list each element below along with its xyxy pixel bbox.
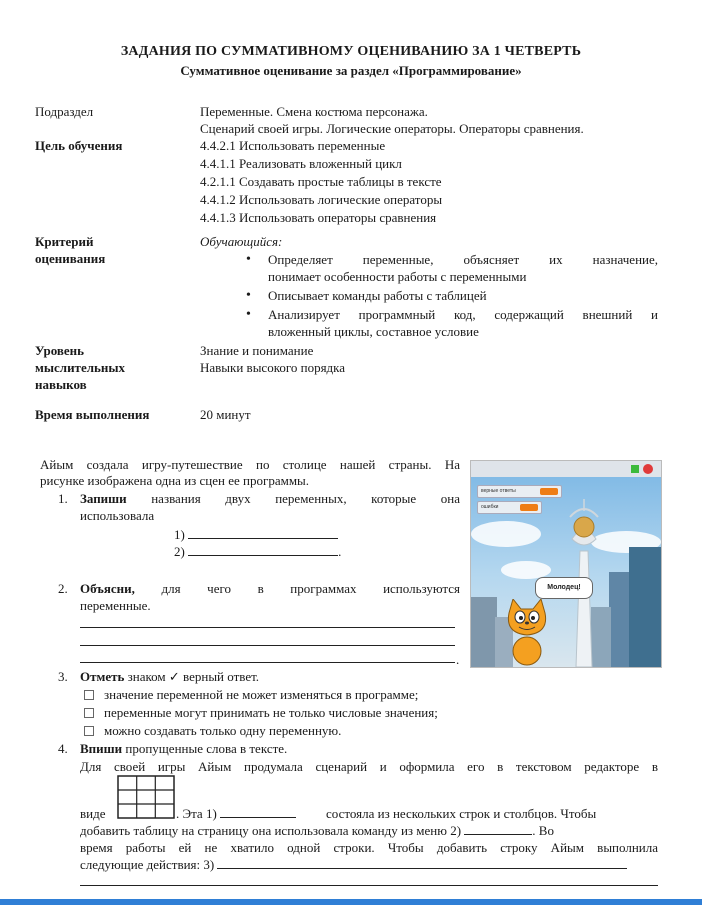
task4-answer-line[interactable] — [80, 885, 658, 886]
subsection-line-1: Переменные. Смена костюма персонажа. — [200, 104, 428, 119]
task4-line — [80, 740, 287, 757]
checkbox-icon[interactable] — [84, 708, 94, 718]
level-line-1: Знание и понимание — [200, 343, 314, 358]
goal-line-3: 4.2.1.1 Создавать простые таблицы в тексте — [200, 174, 442, 189]
variable-monitor-errors — [477, 501, 542, 514]
table-icon — [117, 775, 175, 819]
task1-answer-1-num: 1) — [174, 527, 185, 542]
document-subtitle: Суммативное оценивание за раздел «Программирование» — [180, 63, 522, 78]
criteria-item-3-line-2: вложенный циклы, составное условие — [268, 324, 479, 339]
task2-answer-line-3[interactable] — [80, 662, 455, 663]
task1-answer-2-end: . — [338, 544, 342, 559]
task2-end: . — [456, 652, 460, 667]
task1-answer-2-num: 2) — [174, 544, 185, 559]
task2-line-1 — [80, 580, 460, 597]
task2-answer-line-1[interactable] — [80, 627, 455, 628]
intro-line-2: рисунке изображена одна из сцен ее программы. — [40, 473, 310, 488]
speech-bubble: Молодец! — [535, 577, 593, 599]
task2-text: для чего в программах используются — [134, 581, 460, 596]
goal-line-2: 4.4.1.1 Реализовать вложенный цикл — [200, 156, 402, 171]
task4-blank-2-prefix: добавить таблицу на страницу она использовала команду из меню 2) — [80, 823, 462, 838]
building-shape — [609, 572, 631, 667]
task4-blank-1[interactable] — [220, 805, 296, 818]
scratch-scene-image — [470, 460, 662, 668]
task4-text-line-2-mid — [176, 805, 296, 822]
task4-blank-2[interactable] — [464, 822, 532, 835]
stop-icon — [643, 464, 653, 474]
goal-line-1: 4.4.2.1 Использовать переменные — [200, 138, 386, 153]
cloud-shape — [471, 521, 541, 547]
task4-blank-3-prefix: следующие действия: 3) — [80, 857, 215, 872]
task3-line — [80, 668, 259, 685]
intro-line-1: Айым создала игру-путешествие по столице нашей страны. На — [40, 457, 460, 472]
scratch-cat-icon — [501, 599, 555, 667]
bottom-accent-bar — [0, 899, 702, 905]
variable-errors-value — [520, 504, 538, 511]
task3-option-1[interactable] — [84, 686, 418, 703]
checkbox-icon[interactable] — [84, 726, 94, 736]
task2-number: 2. — [58, 581, 68, 596]
criteria-item-2: • Описывает команды работы с таблицей — [268, 287, 487, 304]
criteria-item-3-line-1: • Анализирует программный код, содержащий внешний и — [268, 306, 658, 323]
task3-option-1-label: значение переменной не может изменяться в программе; — [104, 687, 419, 702]
task3-option-2-label: переменные могут принимать не только числовые значения; — [104, 705, 438, 720]
goal-line-5: 4.4.1.3 Использовать операторы сравнения — [200, 210, 437, 225]
task4-text: пропущенные слова в тексте. — [122, 741, 288, 756]
level-label-1: Уровень — [35, 343, 85, 358]
task1-number: 1. — [58, 491, 68, 506]
criteria-item-1-line-2: понимает особенности работы с переменными — [268, 269, 527, 284]
task4-text-line-2-start: виде — [80, 806, 106, 821]
criteria-item-1-line-1: • Определяет переменные, объясняет их назначение, — [268, 251, 658, 268]
task1-line-2: использовала — [80, 508, 155, 523]
task4-text-line-1: Для своей игры Айым продумала сценарий и оформила его в текстовом редакторе в — [80, 759, 658, 774]
task4-blank-3[interactable] — [217, 856, 627, 869]
task4-blank-1-num: . Эта 1) — [176, 806, 217, 821]
criteria-label-2: оценивания — [35, 251, 106, 266]
task2-verb: Объясни, — [80, 581, 135, 596]
task1-answer-2-blank[interactable] — [188, 543, 338, 556]
scene-toolbar — [471, 461, 661, 477]
checkbox-icon[interactable] — [84, 690, 94, 700]
task4-text-line-2-end: состояла из нескольких строк и столбцов. Чтобы — [326, 806, 597, 821]
task3-text: знаком ✓ верный ответ. — [124, 669, 260, 684]
variable-monitor-correct — [477, 485, 562, 498]
time-value: 20 минут — [200, 407, 251, 422]
task4-blank-2-suffix: . Во — [532, 823, 554, 838]
criteria-label-1: Критерий — [35, 234, 94, 249]
variable-correct-label: верные ответы — [481, 488, 516, 494]
task4-text-line-4: время работы ей не хватило одной строки. Чтобы добавить строку Айым выполнила — [80, 840, 658, 855]
task1-line-1 — [80, 490, 460, 507]
task3-number: 3. — [58, 669, 68, 684]
task1-answer-1 — [174, 526, 338, 543]
task3-verb: Отметь — [80, 669, 125, 684]
building-shape — [629, 547, 661, 667]
level-label-2: мыслительных — [35, 360, 126, 375]
building-shape — [471, 597, 497, 667]
criteria-intro: Обучающийся: — [200, 234, 283, 249]
level-line-2: Навыки высокого порядка — [200, 360, 346, 375]
task4-verb: Впиши — [80, 741, 123, 756]
task4-text-line-3 — [80, 822, 554, 839]
task1-verb: Запиши — [80, 491, 127, 506]
task1-answer-2 — [174, 543, 341, 560]
variable-errors-label: ошибки — [481, 504, 499, 510]
task1-text: названия двух переменных, которые она — [126, 491, 460, 506]
level-label-3: навыков — [35, 377, 87, 392]
task2-line-2: переменные. — [80, 598, 151, 613]
task3-option-2[interactable] — [84, 704, 438, 721]
task3-option-3[interactable] — [84, 722, 341, 739]
task3-option-3-label: можно создавать только одну переменную. — [104, 723, 342, 738]
document-title: ЗАДАНИЯ ПО СУММАТИВНОМУ ОЦЕНИВАНИЮ ЗА 1 ЧЕТВЕРТЬ — [120, 44, 582, 59]
task4-number: 4. — [58, 741, 68, 756]
time-label: Время выполнения — [35, 407, 150, 422]
green-flag-icon — [631, 465, 639, 473]
subsection-label: Подраздел — [35, 104, 94, 119]
goal-line-4: 4.4.1.2 Использовать логические операторы — [200, 192, 443, 207]
goal-label: Цель обучения — [35, 138, 123, 153]
variable-correct-value — [540, 488, 558, 495]
task2-answer-line-2[interactable] — [80, 645, 455, 646]
subsection-line-2: Сценарий своей игры. Логические операторы. Операторы сравнения. — [200, 121, 584, 136]
task4-text-line-5 — [80, 856, 627, 873]
task1-answer-1-blank[interactable] — [188, 526, 338, 539]
